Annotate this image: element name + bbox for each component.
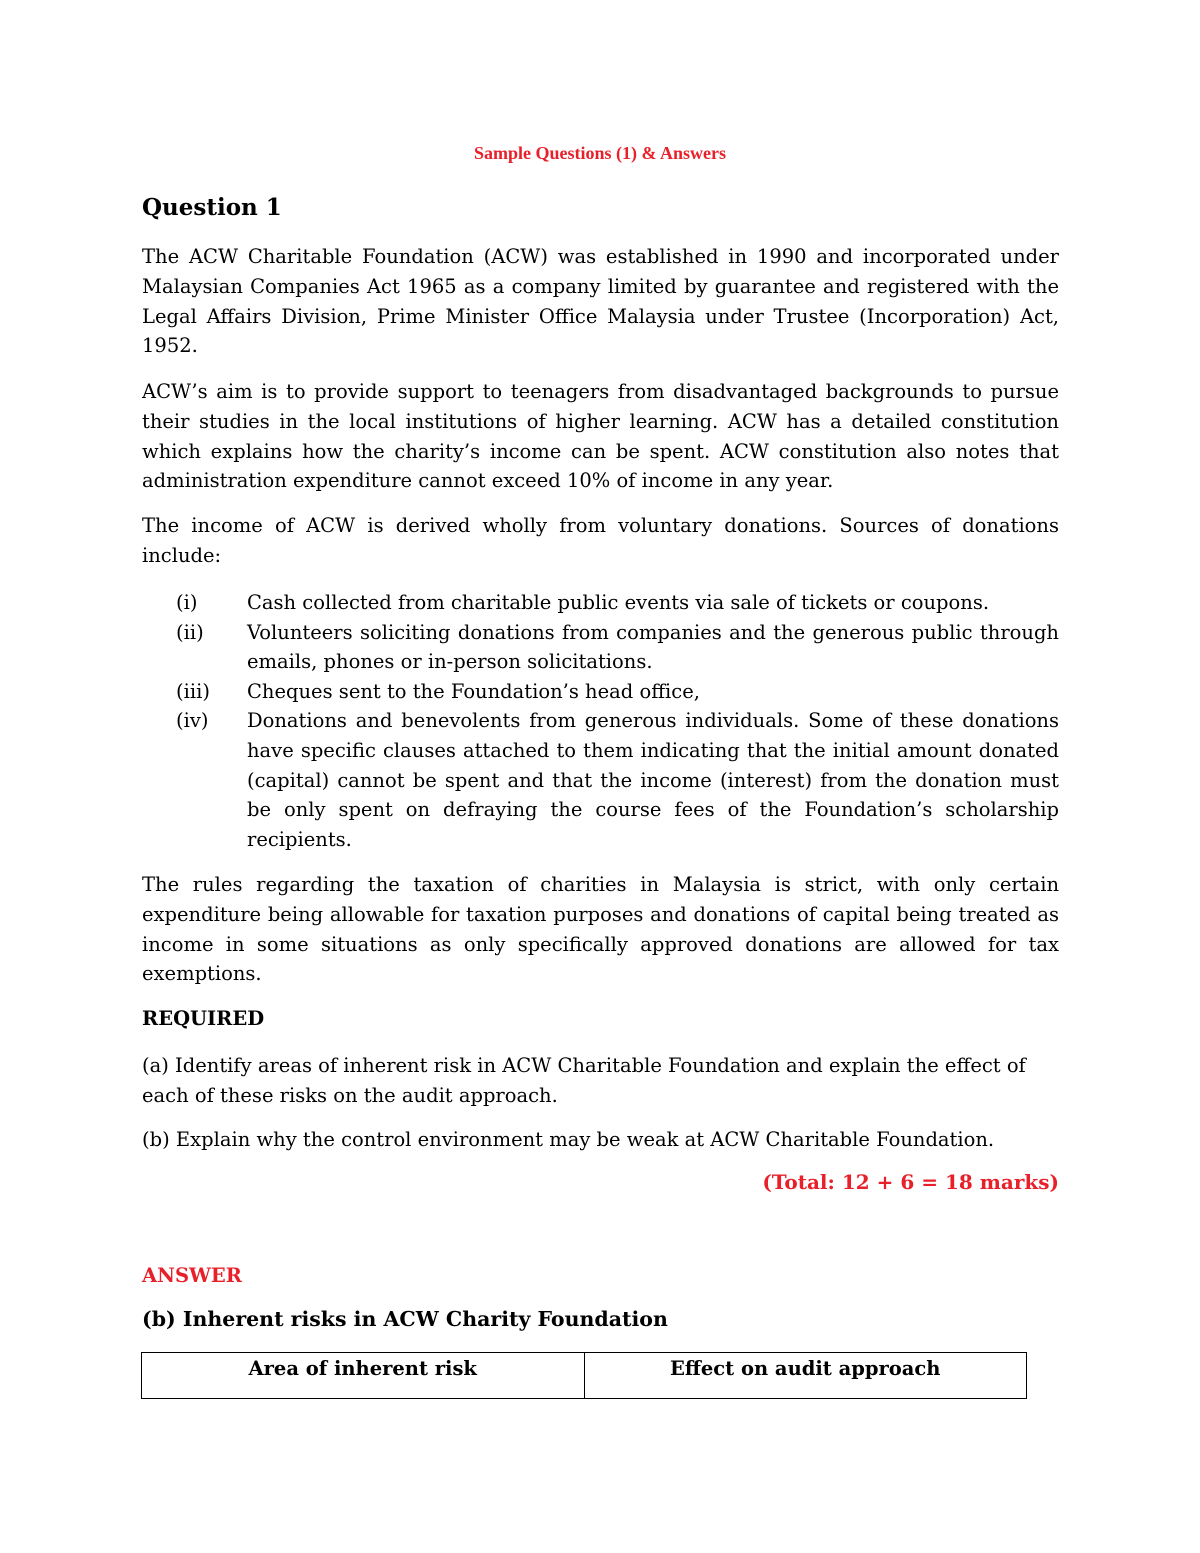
list-item-number: (i) — [176, 591, 198, 614]
paragraph-background: The ACW Charitable Foundation (ACW) was established in 1990 and incorporated under Malaysian Companies Act 1965 as a company limited by guarantee and registered with the Legal Affairs Division, Prime Minister Office Malaysia under Trustee (Incorporation) Act, 1952. — [142, 245, 1059, 358]
list-item-number: (iii) — [176, 679, 210, 703]
requirement-a: (a) Identify areas of inherent risk in ACW Charitable Foundation and explain the effect of each of these risks on the audit approach. — [142, 1054, 1026, 1107]
list-item-text: Cheques sent to the Foundation’s head office, — [247, 679, 700, 703]
requirement-b: (b) Explain why the control environment may be weak at ACW Charitable Foundation. — [142, 1128, 995, 1151]
table-header-effect: Effect on audit approach — [584, 1353, 1027, 1399]
list-item-number: (ii) — [176, 620, 204, 644]
table-header-area: Area of inherent risk — [142, 1353, 585, 1399]
required-label: REQUIRED — [142, 1007, 265, 1030]
answer-subheading — [142, 1307, 668, 1331]
list-item — [142, 706, 1059, 854]
page-title: Sample Questions (1) & Answers — [473, 143, 726, 163]
list-item — [142, 588, 1059, 618]
donation-sources-list — [142, 588, 1059, 854]
list-item — [142, 677, 1059, 707]
paragraph-aim: ACW’s aim is to provide support to teenagers from disadvantaged backgrounds to pursue their studies in the local institutions of higher learning. ACW has a detailed constitution which explains how the charity’s income can be spent. ACW constitution also notes that administration expenditure cannot exceed 10% of income in any year. — [142, 380, 1059, 493]
list-item-text: Cash collected from charitable public events via sale of tickets or coupons. — [247, 591, 990, 614]
paragraph-income: The income of ACW is derived wholly from voluntary donations. Sources of donations include: — [142, 514, 1059, 567]
list-item-text: Volunteers soliciting donations from companies and the generous public through emails, phones or in-person solicitations. — [247, 620, 1059, 674]
answer-subheading-part: (b) — [142, 1307, 176, 1331]
list-item-number: (iv) — [176, 709, 209, 733]
table-header-row — [142, 1353, 1027, 1399]
total-marks: (Total: 12 + 6 = 18 marks) — [762, 1170, 1059, 1194]
paragraph-taxation: The rules regarding the taxation of charities in Malaysia is strict, with only certain expenditure being allowable for taxation purposes and donations of capital being treated as income in some situations as only specifically approved donations are allowed for tax exemptions. — [142, 873, 1059, 986]
answer-subheading-title: Inherent risks in ACW Charity Foundation — [182, 1307, 668, 1331]
list-item — [142, 618, 1059, 677]
question-heading: Question 1 — [142, 194, 282, 221]
inherent-risk-table — [141, 1352, 1027, 1399]
list-item-text: Donations and benevolents from generous individuals. Some of these donations have specific clauses attached to them indicating that the initial amount donated (capital) cannot be spent and that the income (interest) from the donation must be only spent on defraying the course fees of the Foundation’s scholarship recipients. — [247, 709, 1059, 851]
answer-label: ANSWER — [142, 1264, 243, 1287]
